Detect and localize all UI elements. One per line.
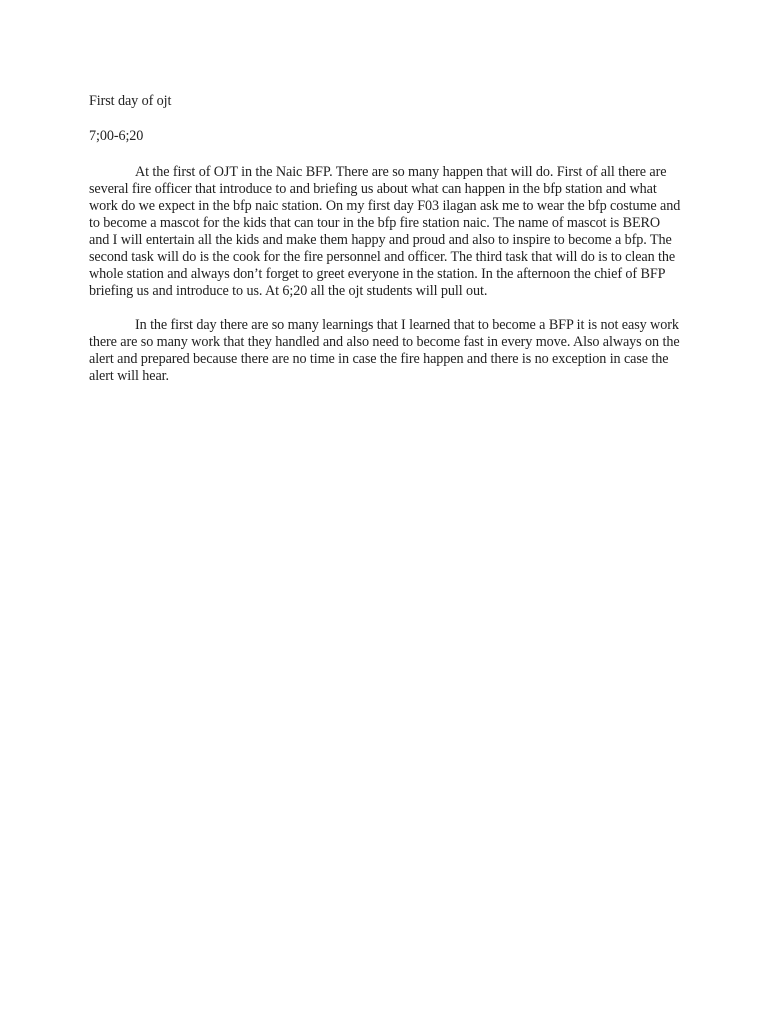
time-range: 7;00-6;20 [89,128,144,144]
paragraph-2: In the first day there are so many learnings that I learned that to become a BFP it is not easy work there are so many work that they handled and also need to become fast in every move. Also always on the alert and prepared because there are no time in case the fire happen and there is no exception in case the alert will hear. [89,317,680,384]
document-body [89,93,681,385]
paragraph-1: At the first of OJT in the Naic BFP. There are so many happen that will do. First of all there are several fire officer that introduce to and briefing us about what can happen in the bfp station and what work do we expect in the bfp naic station. On my first day F03 ilagan ask me to wear the bfp costume and to become a mascot for the kids that can tour in the bfp fire station naic. The name of mascot is BERO and I will entertain all the kids and make them happy and proud and also to inspire to become a bfp. The second task will do is the cook for the fire personnel and officer. The third task that will do is to clean the whole station and always don’t forget to greet everyone in the station. In the afternoon the chief of BFP briefing us and introduce to us. At 6;20 all the ojt students will pull out. [89,164,681,299]
document-title: First day of ojt [89,93,172,109]
